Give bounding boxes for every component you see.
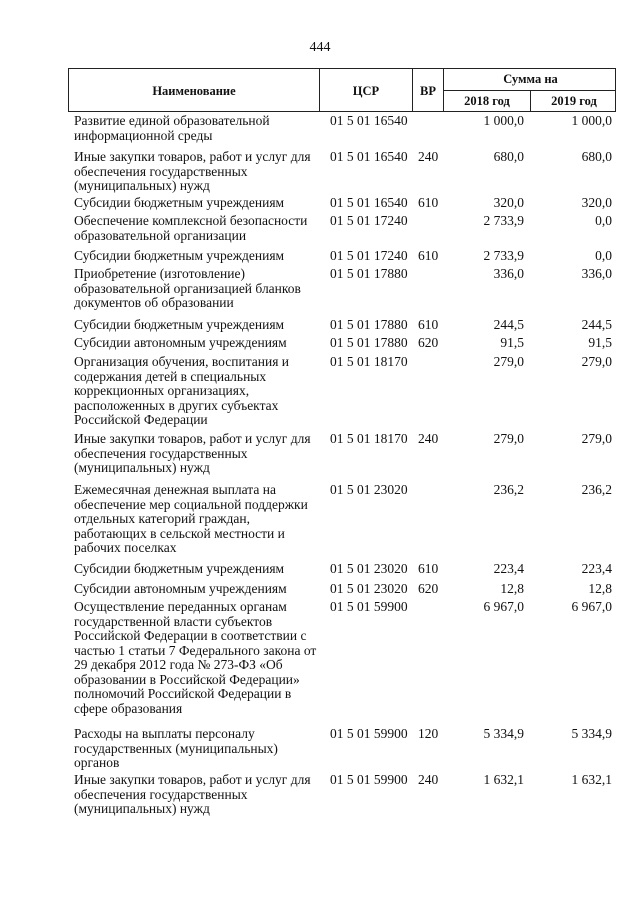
row-2018: 279,0: [493, 431, 524, 446]
row-name: Субсидии автономным учреждениям: [74, 335, 287, 350]
row-2019: 279,0: [581, 431, 612, 446]
row-2019: 279,0: [581, 354, 612, 369]
row-2018: 6 967,0: [483, 599, 524, 614]
row-2018: 1 000,0: [483, 113, 524, 128]
row-2018: 320,0: [493, 195, 524, 210]
row-2019: 5 334,9: [571, 726, 612, 741]
row-2018: 5 334,9: [483, 726, 524, 741]
row-2018: 91,5: [500, 335, 524, 350]
row-name: Развитие единой образовательной информационной среды: [74, 113, 270, 143]
page-number: 444: [309, 40, 331, 55]
header-csr: ЦСР: [352, 84, 380, 98]
row-csr: 01 5 01 23020: [330, 482, 408, 497]
row-name: Иные закупки товаров, работ и услуг для обеспечения государственных (муниципальных) нужд: [74, 772, 311, 816]
row-2019: 244,5: [581, 317, 612, 332]
row-name: Субсидии бюджетным учреждениям: [74, 195, 285, 210]
row-2018: 680,0: [493, 149, 524, 164]
row-name: Обеспечение комплексной безопасности образовательной организации: [74, 213, 308, 243]
row-2019: 1 632,1: [571, 772, 612, 787]
row-vr: 620: [418, 335, 439, 350]
row-2019: 336,0: [581, 266, 612, 281]
row-csr: 01 5 01 16540: [330, 195, 408, 210]
row-vr: 620: [418, 581, 439, 596]
row-name: Субсидии автономным учреждениям: [74, 581, 287, 596]
row-name: Иные закупки товаров, работ и услуг для обеспечения государственных (муниципальных) нужд: [74, 149, 311, 193]
row-vr: 240: [418, 149, 439, 164]
row-2018: 244,5: [493, 317, 524, 332]
row-csr: 01 5 01 16540: [330, 149, 408, 164]
row-2019: 320,0: [581, 195, 612, 210]
row-2018: 336,0: [493, 266, 524, 281]
table-header: [68, 68, 616, 112]
row-vr: 610: [418, 248, 439, 263]
row-csr: 01 5 01 17240: [330, 248, 408, 263]
row-vr: 240: [418, 431, 439, 446]
row-2019: 12,8: [588, 581, 612, 596]
row-2019: 6 967,0: [571, 599, 612, 614]
row-csr: 01 5 01 18170: [330, 354, 408, 369]
row-2018: 12,8: [500, 581, 524, 596]
row-csr: 01 5 01 17880: [330, 266, 408, 281]
row-2018: 279,0: [493, 354, 524, 369]
row-name: Субсидии бюджетным учреждениям: [74, 248, 285, 263]
row-2018: 236,2: [493, 482, 524, 497]
row-name: Субсидии бюджетным учреждениям: [74, 317, 285, 332]
row-vr: 610: [418, 317, 439, 332]
row-vr: 610: [418, 561, 439, 576]
row-2018: 1 632,1: [483, 772, 524, 787]
row-vr: 610: [418, 195, 439, 210]
row-csr: 01 5 01 17880: [330, 335, 408, 350]
row-2019: 0,0: [595, 213, 612, 228]
header-vr: ВР: [420, 84, 436, 98]
row-2018: 223,4: [493, 561, 524, 576]
row-name: Иные закупки товаров, работ и услуг для обеспечения государственных (муниципальных) нужд: [74, 431, 311, 475]
header-2018: 2018 год: [464, 94, 510, 108]
row-name: Организация обучения, воспитания и содержания детей в специальных коррекционных организациях, расположенных в других субъектах Российской Федерации: [74, 354, 290, 427]
row-csr: 01 5 01 59900: [330, 772, 408, 787]
row-csr: 01 5 01 17880: [330, 317, 408, 332]
row-2019: 0,0: [595, 248, 612, 263]
row-vr: 120: [418, 726, 439, 741]
row-csr: 01 5 01 23020: [330, 581, 408, 596]
row-csr: 01 5 01 59900: [330, 599, 408, 614]
row-2019: 1 000,0: [571, 113, 612, 128]
header-sum: Сумма на: [503, 72, 558, 86]
row-name: Расходы на выплаты персоналу государственных (муниципальных) органов: [74, 726, 278, 770]
header-2019: 2019 год: [551, 94, 597, 108]
row-2019: 223,4: [581, 561, 612, 576]
row-csr: 01 5 01 18170: [330, 431, 408, 446]
row-name: Приобретение (изготовление) образовательной организацией бланков документов об образовании: [74, 266, 301, 310]
row-2019: 91,5: [588, 335, 612, 350]
row-2018: 2 733,9: [483, 213, 524, 228]
row-csr: 01 5 01 16540: [330, 113, 408, 128]
row-name: Ежемесячная денежная выплата на обеспечение мер социальной поддержки отдельных категорий граждан, работающих в сельской местности и рабочих поселках: [74, 482, 308, 555]
row-2019: 680,0: [581, 149, 612, 164]
header-name: Наименование: [152, 84, 236, 98]
row-csr: 01 5 01 59900: [330, 726, 408, 741]
row-name: Осуществление переданных органам государственной власти субъектов Российской Федерации в соответствии с частью 1 статьи 7 Федерального закона от 29 декабря 2012 года № 273-ФЗ «Об образовании в Российской Федерации» полномочий Российской Федерации в сфере образования: [74, 599, 317, 716]
row-2018: 2 733,9: [483, 248, 524, 263]
row-csr: 01 5 01 23020: [330, 561, 408, 576]
row-2019: 236,2: [581, 482, 612, 497]
row-name: Субсидии бюджетным учреждениям: [74, 561, 285, 576]
row-csr: 01 5 01 17240: [330, 213, 408, 228]
row-vr: 240: [418, 772, 439, 787]
